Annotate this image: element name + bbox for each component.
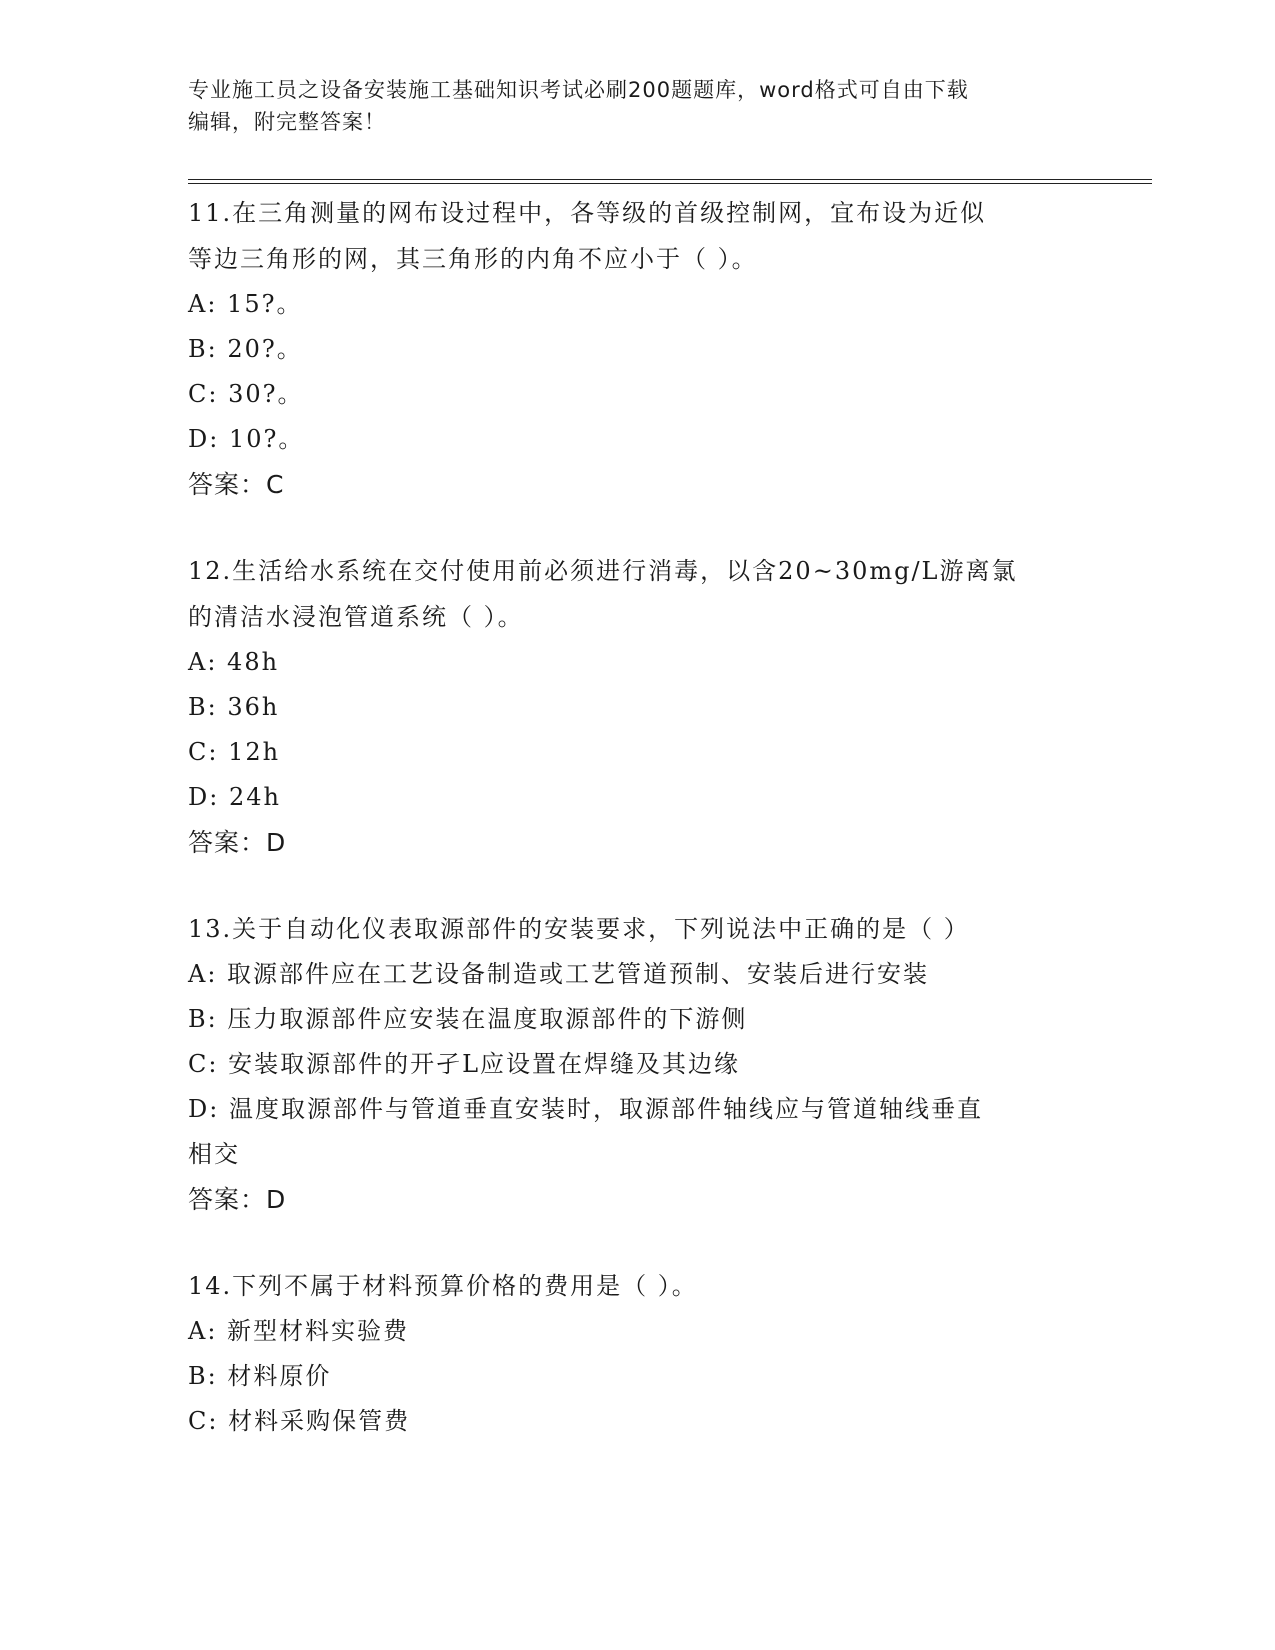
option-c: C: 安装取源部件的开孑L应设置在焊缝及其边缘 [188, 1050, 741, 1078]
option-a: A: 新型材料实验费 [188, 1317, 410, 1345]
question-12 [188, 548, 1088, 866]
question-text: 11.在三角测量的网布设过程中，各等级的首级控制网，宜布设为近似 [188, 199, 987, 227]
question-text-cont: 等边三角形的网，其三角形的内角不应小于（ ）。 [188, 245, 758, 273]
header-divider-bottom [188, 183, 1152, 184]
option-a: A: 取源部件应在工艺设备制造或工艺管道预制、安装后进行安装 [188, 960, 930, 988]
header-title-line1: 专业施工员之设备安装施工基础知识考试必刷200题题库，word格式可自由下载 [188, 78, 969, 102]
option-c: C: 30?。 [188, 380, 304, 408]
document-header [188, 74, 1068, 138]
option-d: D: 温度取源部件与管道垂直安装时，取源部件轴线应与管道轴线垂直 [188, 1095, 983, 1123]
question-11 [188, 190, 1088, 508]
option-c: C: 12h [188, 738, 281, 766]
option-a: A: 15?。 [188, 290, 303, 318]
answer: 答案：D [188, 1185, 287, 1214]
option-b: B: 压力取源部件应安装在温度取源部件的下游侧 [188, 1005, 748, 1033]
question-list [188, 190, 1088, 1484]
question-13 [188, 906, 1088, 1223]
question-text: 13.关于自动化仪表取源部件的安装要求，下列说法中正确的是（ ） [188, 915, 970, 943]
question-text-cont: 的清洁水浸泡管道系统（ ）。 [188, 603, 524, 631]
option-b: B: 材料原价 [188, 1362, 332, 1390]
option-b: B: 20?。 [188, 335, 303, 363]
header-title-line2: 编辑，附完整答案！ [188, 110, 386, 134]
option-d: D: 24h [188, 783, 281, 811]
question-14 [188, 1263, 1088, 1444]
option-a: A: 48h [188, 648, 280, 676]
option-b: B: 36h [188, 693, 280, 721]
answer: 答案：D [188, 828, 287, 857]
header-divider-top [188, 179, 1152, 180]
option-c: C: 材料采购保管费 [188, 1407, 411, 1435]
option-d-cont: 相交 [188, 1140, 240, 1168]
option-d: D: 10?。 [188, 425, 305, 453]
answer: 答案：C [188, 470, 285, 499]
question-text: 14.下列不属于材料预算价格的费用是（ ）。 [188, 1272, 698, 1300]
question-text: 12.生活给水系统在交付使用前必须进行消毒，以含20~30mg/L游离氯 [188, 557, 1018, 585]
